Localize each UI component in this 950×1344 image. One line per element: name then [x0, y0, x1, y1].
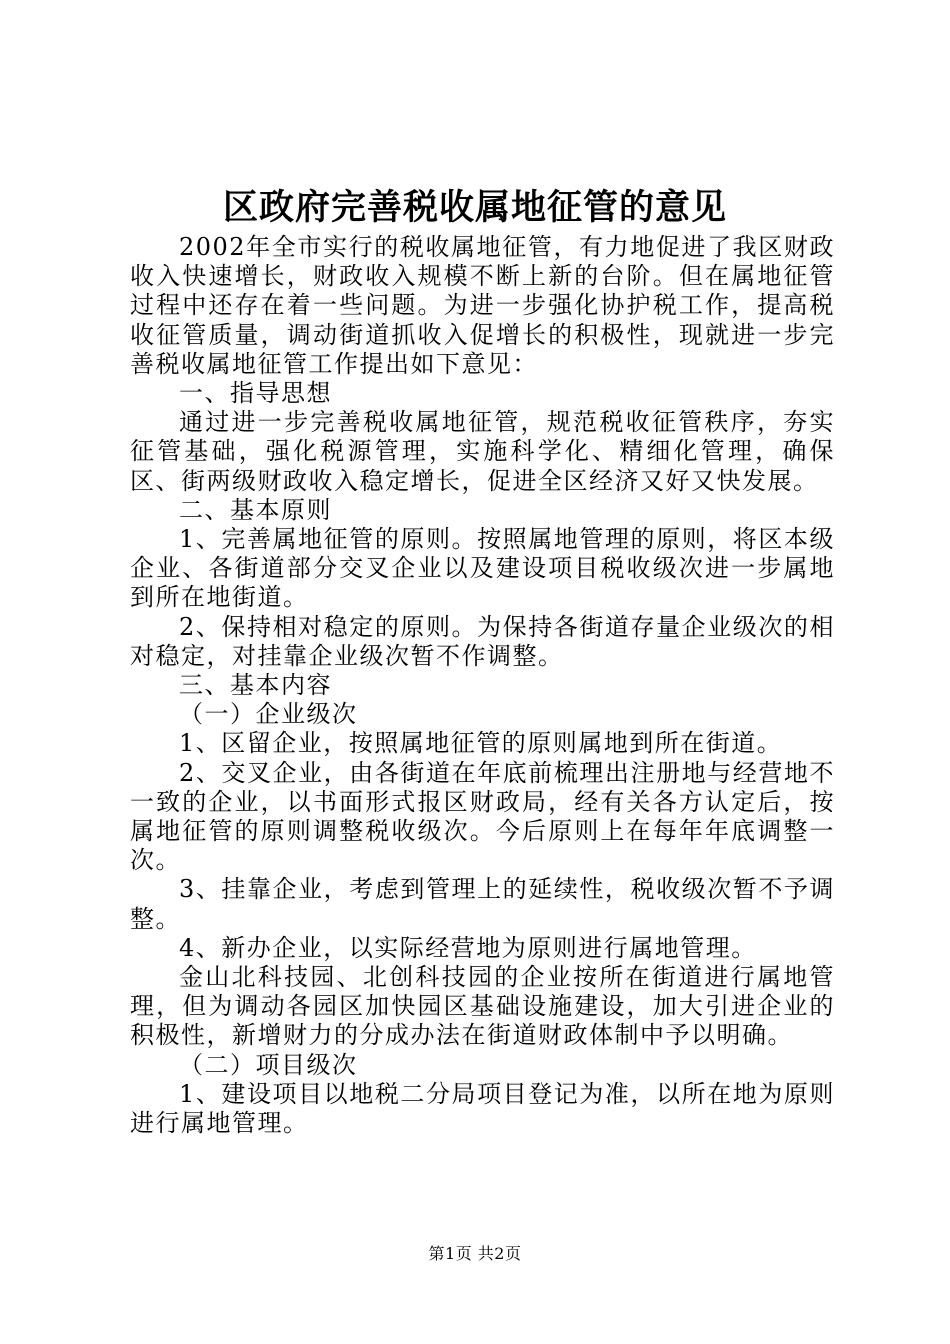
paragraph-principle-1: 1、完善属地征管的原则。按照属地管理的原则，将区本级企业、各街道部分交叉企业以及建设项目税收级次进一步属地到所在地街道。 [130, 525, 835, 612]
paragraph-guiding-thought: 通过进一步完善税收属地征管，规范税收征管秩序，夯实征管基础，强化税源管理，实施科学化、精细化管理，确保区、街两级财政收入稳定增长，促进全区经济又好又快发展。 [130, 408, 835, 495]
section-heading-basic-content: 三、基本内容 [179, 671, 332, 700]
section-heading-basic-principles: 二、基本原则 [179, 495, 332, 524]
paragraph-enterprise-1: 1、区留企业，按照属地征管的原则属地到所在街道。 [179, 729, 783, 758]
subheading-project-level: （二）项目级次 [179, 1050, 358, 1079]
paragraph-enterprise-4: 4、新办企业，以实际经营地为原则进行属地管理。 [179, 933, 757, 962]
paragraph-project-1: 1、建设项目以地税二分局项目登记为准，以所在地为原则进行属地管理。 [130, 1079, 835, 1138]
paragraph-principle-2: 2、保持相对稳定的原则。为保持各街道存量企业级次的相对稳定，对挂靠企业级次暂不作调整。 [130, 612, 835, 670]
paragraph-science-park: 金山北科技园、北创科技园的企业按所在街道进行属地管理，但为调动各园区加快园区基础设施建设，加大引进企业的积极性，新增财力的分成办法在街道财政体制中予以明确。 [130, 963, 835, 1050]
document-title: 区政府完善税收属地征管的意见 [222, 187, 727, 228]
section-heading-guiding-thought: 一、指导思想 [179, 379, 332, 408]
paragraph-intro: 2002年全市实行的税收属地征管，有力地促进了我区财政收入快速增长，财政收入规模不断上新的台阶。但在属地征管过程中还存在着一些问题。为进一步强化协护税工作，提高税收征管质量，调动街道抓收入促增长的积极性，现就进一步完善税收属地征管工作提出如下意见： [130, 233, 835, 378]
paragraph-enterprise-2: 2、交叉企业，由各街道在年底前梳理出注册地与经营地不一致的企业，以书面形式报区财政局，经有关各方认定后，按属地征管的原则调整税收级次。今后原则上在每年年底调整一次。 [130, 758, 835, 875]
document-body [130, 233, 835, 1138]
page-footer: 第1页 共2页 [428, 1244, 522, 1263]
subheading-enterprise-level: （一）企业级次 [179, 700, 358, 729]
paragraph-enterprise-3: 3、挂靠企业，考虑到管理上的延续性，税收级次暂不予调整。 [130, 875, 835, 933]
